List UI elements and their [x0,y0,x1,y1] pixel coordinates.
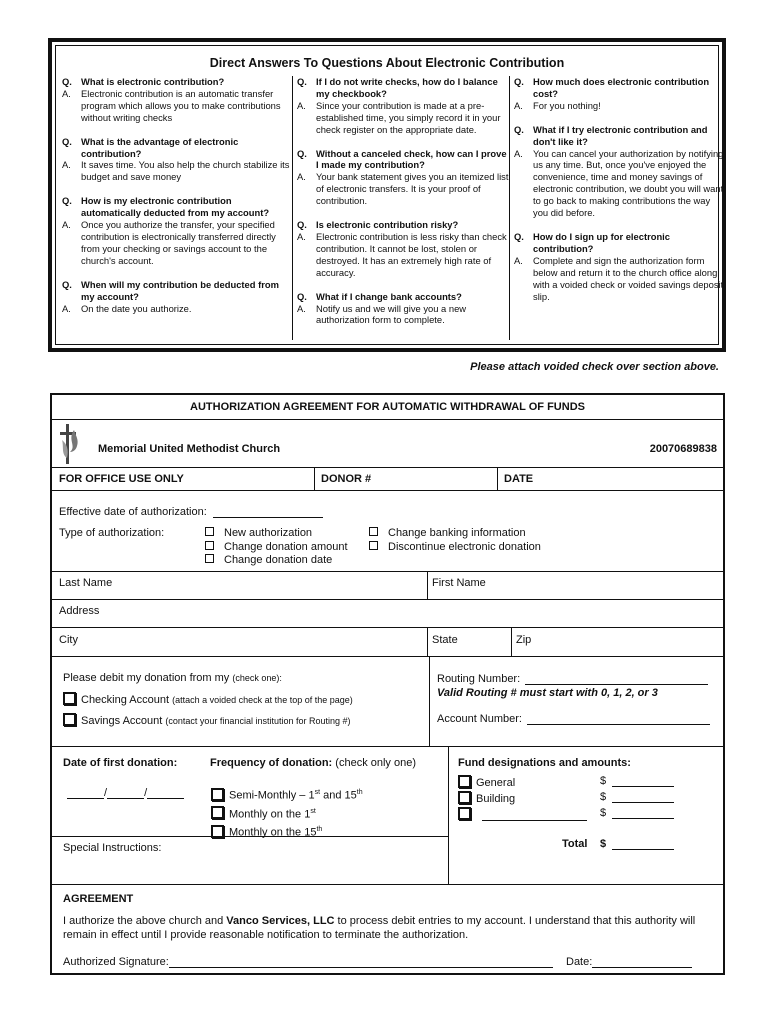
date-label: DATE [504,473,534,485]
year-line[interactable] [147,787,184,799]
option-change-donation-date[interactable]: Change donation date [205,554,348,568]
checkbox[interactable] [205,527,214,536]
faq-q-marker: Q. [514,76,524,87]
divider [52,571,723,572]
faq-a-marker: A. [297,99,306,111]
routing-number-field[interactable]: Routing Number: [437,673,708,685]
form-title: AUTHORIZATION AGREEMENT FOR AUTOMATIC WITHDRAWAL OF FUNDS [190,401,585,413]
frequency-options [211,785,363,841]
debit-prompt: Please debit my donation from my (check one): [63,672,282,684]
faq-a-marker: A. [62,159,71,171]
faq-q-marker: Q. [62,76,72,87]
first-donation-label: Date of first donation: [63,757,178,769]
faq-answer: Since your contribution is made at a pre-established time, you simply record it in your check register on the appropriate date. [316,99,501,135]
divider [52,884,723,885]
faq-item [510,124,726,219]
church-name: Memorial United Methodist Church [98,443,281,455]
faq-answer: Once you authorize the transfer, your specified contribution is electronically transferred directly from your checking or savings account to the church's account. [81,219,276,266]
amount-other[interactable]: $ [600,807,674,819]
faq-q-marker: Q. [514,123,524,135]
faq-a-marker: A. [297,302,306,314]
checkbox[interactable] [63,692,76,705]
divider [427,571,428,599]
agreement-text: I authorize the above church and Vanco Services, LLC to process debit entries to my account. I understand that this authority will remain in effect until I provide reasonable notification to terminate the authorization. [63,915,696,941]
faq-a-marker: A. [297,171,306,183]
faq-a-marker: A. [62,302,71,314]
effective-date-line[interactable] [213,506,323,518]
faq-q-marker: Q. [62,195,72,207]
faq-a-marker: A. [297,230,306,242]
effective-date-label: Effective date of authorization: [59,506,207,518]
faq-q-marker: Q. [62,278,72,290]
checkbox[interactable] [63,713,76,726]
fund-designations-label: Fund designations and amounts: [458,757,631,769]
faq-item [58,195,290,266]
faq-answer: You can cancel your authorization by notifying us any time. But, once you've enjoyed the convenience, time and money savings of electronic contribution, we doubt you will want to go back to making contributions the way you did before. [533,147,724,219]
divider [52,599,723,600]
faq-question: How do I sign up for electronic contribution? [533,230,670,254]
frequency-label: Frequency of donation: (check only one) [210,757,417,769]
faq-question: If I do not write checks, how do I balance my checkbook? [316,76,498,99]
faq-box [48,38,726,352]
faq-column-3 [509,76,726,340]
faq-a-marker: A. [62,87,71,99]
savings-account-option[interactable]: Savings Account (contact your financial institution for Routing #) [63,713,351,727]
faq-column-1 [58,76,290,340]
fund-general[interactable]: General [458,775,515,789]
account-number-line[interactable] [527,713,710,725]
fund-other-line[interactable] [482,809,587,821]
divider [448,746,449,884]
office-use-label: FOR OFFICE USE ONLY [59,473,184,485]
city-label: City [59,634,78,646]
faq-q-marker: Q. [297,290,307,302]
faq-answer: For you nothing! [533,99,601,111]
type-options-left [205,527,348,568]
checkbox[interactable] [211,806,224,819]
checkbox[interactable] [369,527,378,536]
faq-question: Is electronic contribution risky? [316,219,459,231]
faq-question: What if I change bank accounts? [316,290,462,302]
first-donation-date-field[interactable]: / / [67,787,184,799]
faq-a-marker: A. [514,147,523,159]
divider [52,467,723,468]
faq-item [58,136,290,184]
faq-q-marker: Q. [62,135,72,147]
faq-title: Direct Answers To Questions About Electronic Contribution [209,56,565,70]
checkbox[interactable] [211,825,224,838]
divider [429,656,430,746]
faq-item [293,219,509,279]
first-name-label: First Name [432,577,486,589]
faq-question: How much does electronic contribution cost? [533,76,710,99]
checkbox[interactable] [205,554,214,563]
signature-date-line[interactable] [592,956,692,968]
amount-line[interactable] [612,791,674,803]
faq-item [293,76,509,136]
amount-line[interactable] [612,807,674,819]
faq-q-marker: Q. [297,219,307,231]
address-label: Address [59,605,100,617]
divider [52,627,723,628]
faq-item [58,76,290,124]
zip-label: Zip [516,634,532,646]
checkbox[interactable] [369,541,378,550]
checkbox[interactable] [458,807,471,820]
divider [427,627,428,656]
amount-line[interactable] [612,775,674,787]
attach-check-note: Please attach voided check over section above. [470,361,719,373]
checkbox[interactable] [458,791,471,804]
faq-answer: Electronic contribution is less risky than check contribution. It cannot be lost, stolen or destroyed. It has an extremely high rate of accuracy. [316,230,507,278]
faq-question: How is my electronic contribution automatically deducted from my account? [81,195,270,219]
amount-line[interactable] [612,838,674,850]
donor-number-label: DONOR # [321,473,372,485]
option-change-banking-information[interactable]: Change banking information [369,527,541,541]
faq-question: What if I try electronic contribution and don't like it? [533,123,708,147]
checkbox[interactable] [458,775,471,788]
fund-building[interactable]: Building [458,791,515,805]
state-label: State [432,634,458,646]
faq-inner-border [55,45,724,345]
checkbox[interactable] [205,541,214,550]
faq-q-marker: Q. [297,147,307,159]
faq-q-marker: Q. [297,76,307,87]
divider [52,656,723,657]
faq-item [293,148,509,208]
divider [511,627,512,656]
faq-a-marker: A. [514,254,523,266]
type-label: Type of authorization: [59,527,165,539]
option-change-donation-amount[interactable]: Change donation amount [205,541,348,555]
checkbox[interactable] [211,788,224,801]
faq-question: When will my contribution be deducted from my account? [81,278,279,302]
special-instructions-label: Special Instructions: [63,842,162,854]
faq-a-marker: A. [62,219,71,231]
faq-a-marker: A. [514,99,523,111]
agreement-title: AGREEMENT [63,893,134,905]
divider [314,467,315,490]
frequency-monthly-15th[interactable]: Monthly on the 15th [211,822,363,841]
frequency-monthly-1st[interactable]: Monthly on the 1st [211,804,363,823]
divider [497,467,498,490]
faq-column-2 [292,76,509,340]
amount-building[interactable]: $ [600,791,674,803]
month-line[interactable] [67,787,104,799]
faq-answer: Your bank statement gives you an itemized list of electronic transfers. It is your proof of contribution. [316,171,509,207]
fund-other[interactable] [458,807,587,821]
amount-total[interactable]: $ [600,838,674,850]
signature-line[interactable] [169,956,553,968]
divider [52,419,723,420]
faq-question: Without a canceled check, how can I prove I made my contribution? [316,147,507,171]
faq-answer: Complete and sign the authorization form below and return it to the church office along with a voided check or voided savings deposit slip. [533,254,724,302]
faq-answer: Notify us and we will give you a new authorization form to complete. [316,302,467,326]
routing-number-line[interactable] [525,673,708,685]
routing-note: Valid Routing # must start with 0, 1, 2, or 3 [437,687,658,699]
last-name-label: Last Name [59,577,113,589]
account-number-field[interactable]: Account Number: [437,713,710,725]
faq-q-marker: Q. [514,230,524,242]
type-options-right [369,527,541,554]
faq-item [58,279,290,315]
checking-account-option[interactable]: Checking Account (attach a voided check at the top of the page) [63,692,353,706]
faq-item [510,76,726,112]
option-new-authorization[interactable]: New authorization [205,527,348,541]
faq-answer: On the date you authorize. [81,302,192,314]
faq-answer: Electronic contribution is an automatic transfer program which allows you to make contributions without writing checks [81,87,281,123]
church-id: 20070689838 [649,443,717,455]
authorization-form [50,393,725,975]
faq-item [510,231,726,302]
faq-question: What is the advantage of electronic contribution? [81,135,239,159]
amount-general[interactable]: $ [600,775,674,787]
divider [52,746,723,747]
signature-date-field[interactable]: Date: [566,956,692,968]
day-line[interactable] [107,787,144,799]
total-label: Total [562,838,588,850]
frequency-semi-monthly[interactable]: Semi-Monthly – 1st and 15th [211,785,363,804]
faq-item [293,291,509,327]
effective-date-field[interactable] [59,506,323,518]
faq-question: What is electronic contribution? [81,76,225,87]
cross-flame-logo [58,422,80,466]
option-discontinue-electronic-donation[interactable]: Discontinue electronic donation [369,541,541,555]
faq-answer: It saves time. You also help the church stabilize its budget and save money [81,159,290,183]
authorized-signature-field[interactable]: Authorized Signature: [63,956,553,968]
divider [52,490,723,491]
